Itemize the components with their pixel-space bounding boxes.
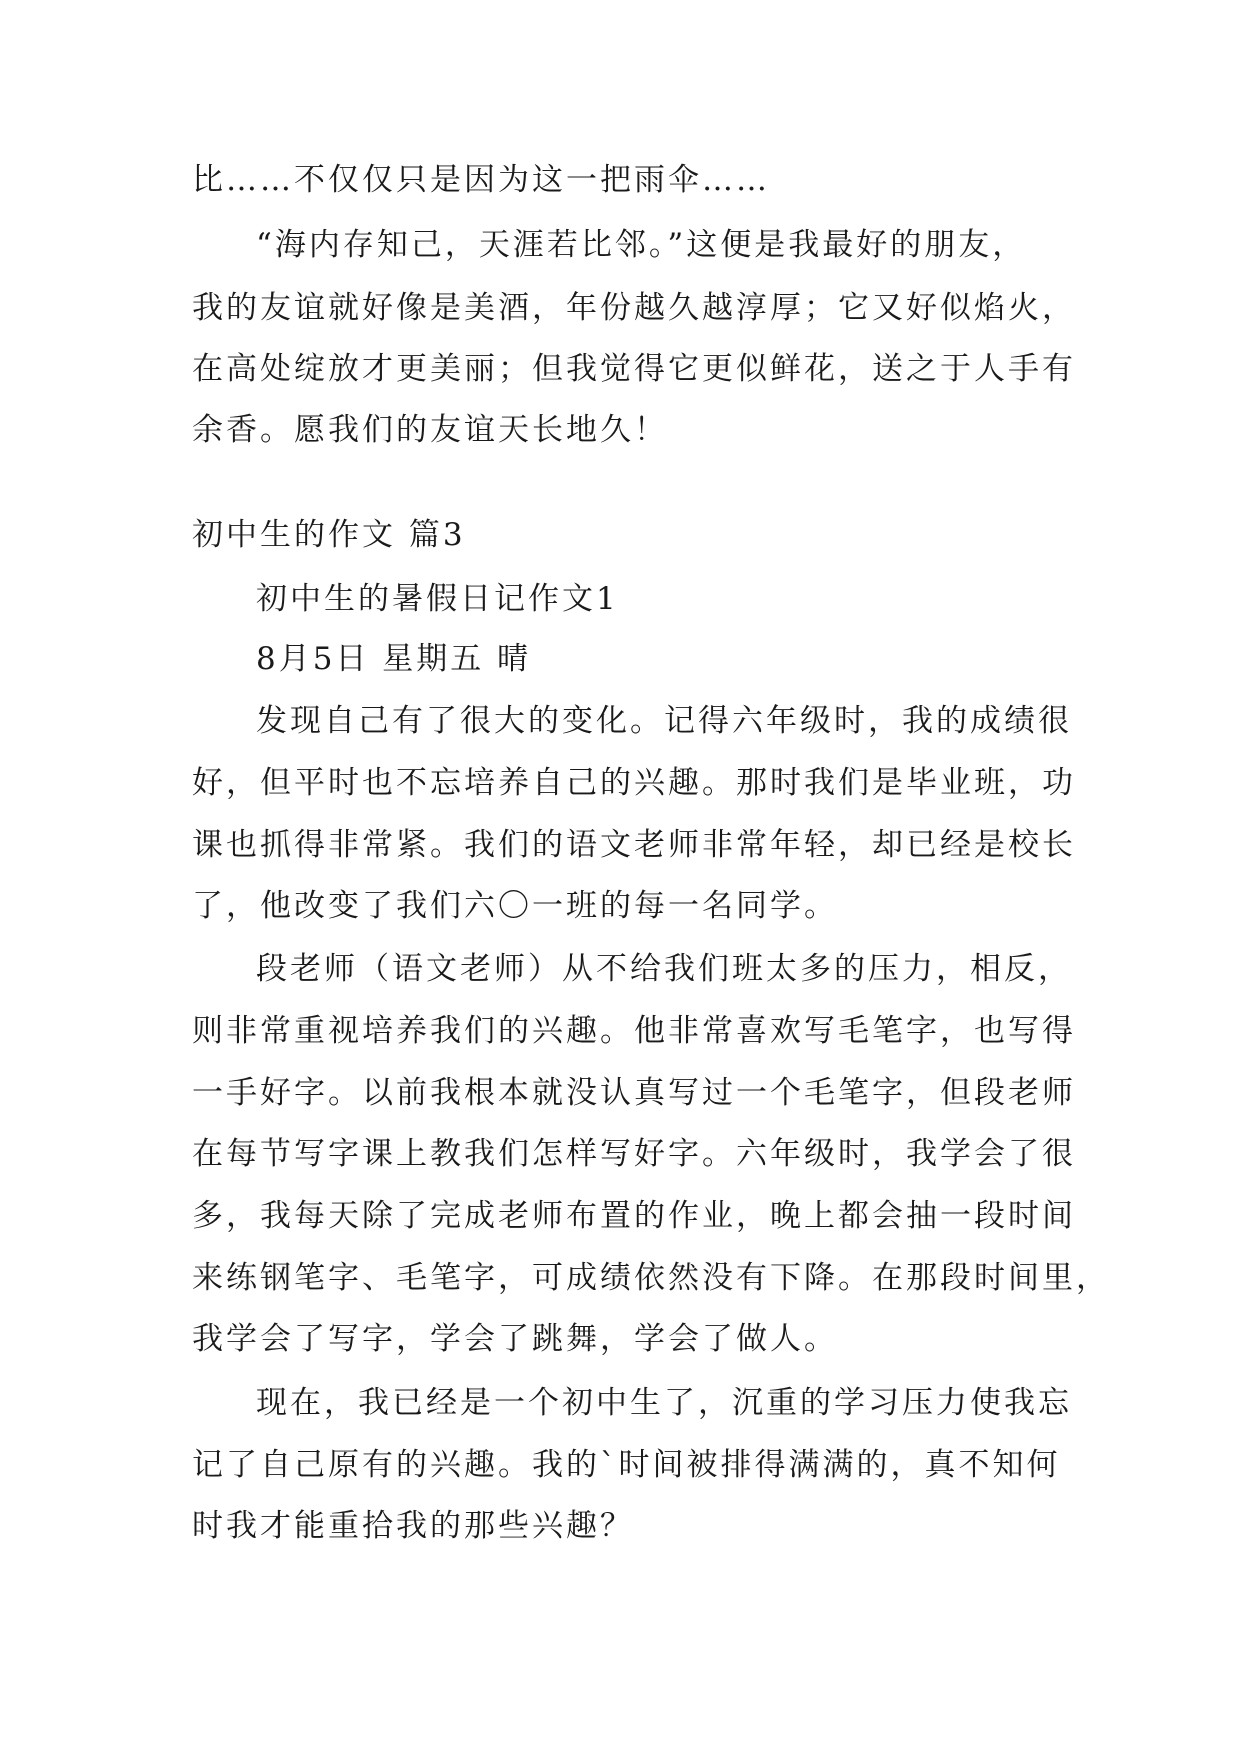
paragraph-line: 来练钢笔字、毛笔字，可成绩依然没有下降。在那段时间里，	[192, 1260, 1110, 1296]
paragraph-line: 一手好字。以前我根本就没认真写过一个毛笔字，但段老师	[192, 1075, 1076, 1111]
paragraph-line: 余香。愿我们的友谊天长地久！	[192, 412, 668, 448]
article-title: 初中生的暑假日记作文1	[256, 581, 619, 617]
paragraph-line: 我的友谊就好像是美酒，年份越久越淳厚；它又好似焰火，	[192, 290, 1076, 326]
paragraph-line: 好，但平时也不忘培养自己的兴趣。那时我们是毕业班，功	[192, 765, 1076, 801]
paragraph-line: 则非常重视培养我们的兴趣。他非常喜欢写毛笔字，也写得	[192, 1013, 1076, 1049]
paragraph-line: 时我才能重拾我的那些兴趣？	[192, 1508, 634, 1544]
paragraph-line: 现在，我已经是一个初中生了，沉重的学习压力使我忘	[256, 1385, 1072, 1421]
paragraph-line: 课也抓得非常紧。我们的语文老师非常年轻，却已经是校长	[192, 827, 1076, 863]
paragraph-line: 发现自己有了很大的变化。记得六年级时，我的成绩很	[256, 703, 1072, 739]
paragraph-line: 多，我每天除了完成老师布置的作业，晚上都会抽一段时间	[192, 1198, 1076, 1234]
paragraph-line: “海内存知己，天涯若比邻。”这便是我最好的朋友，	[256, 227, 1027, 263]
section-heading: 初中生的作文 篇3	[192, 517, 466, 553]
paragraph-line: 在高处绽放才更美丽；但我觉得它更似鲜花，送之于人手有	[192, 351, 1076, 387]
paragraph-line: 段老师（语文老师）从不给我们班太多的压力，相反，	[256, 951, 1072, 987]
paragraph-line: 记了自己原有的兴趣。我的`时间被排得满满的，真不知何	[192, 1447, 1061, 1483]
paragraph-line: 了，他改变了我们六〇一班的每一名同学。	[192, 888, 838, 924]
paragraph-line: 在每节写字课上教我们怎样写好字。六年级时，我学会了很	[192, 1136, 1076, 1172]
paragraph-line: 比……不仅仅只是因为这一把雨伞……	[192, 162, 770, 198]
paragraph-line: 我学会了写字，学会了跳舞，学会了做人。	[192, 1321, 838, 1357]
diary-date: 8月5日 星期五 晴	[256, 641, 532, 677]
